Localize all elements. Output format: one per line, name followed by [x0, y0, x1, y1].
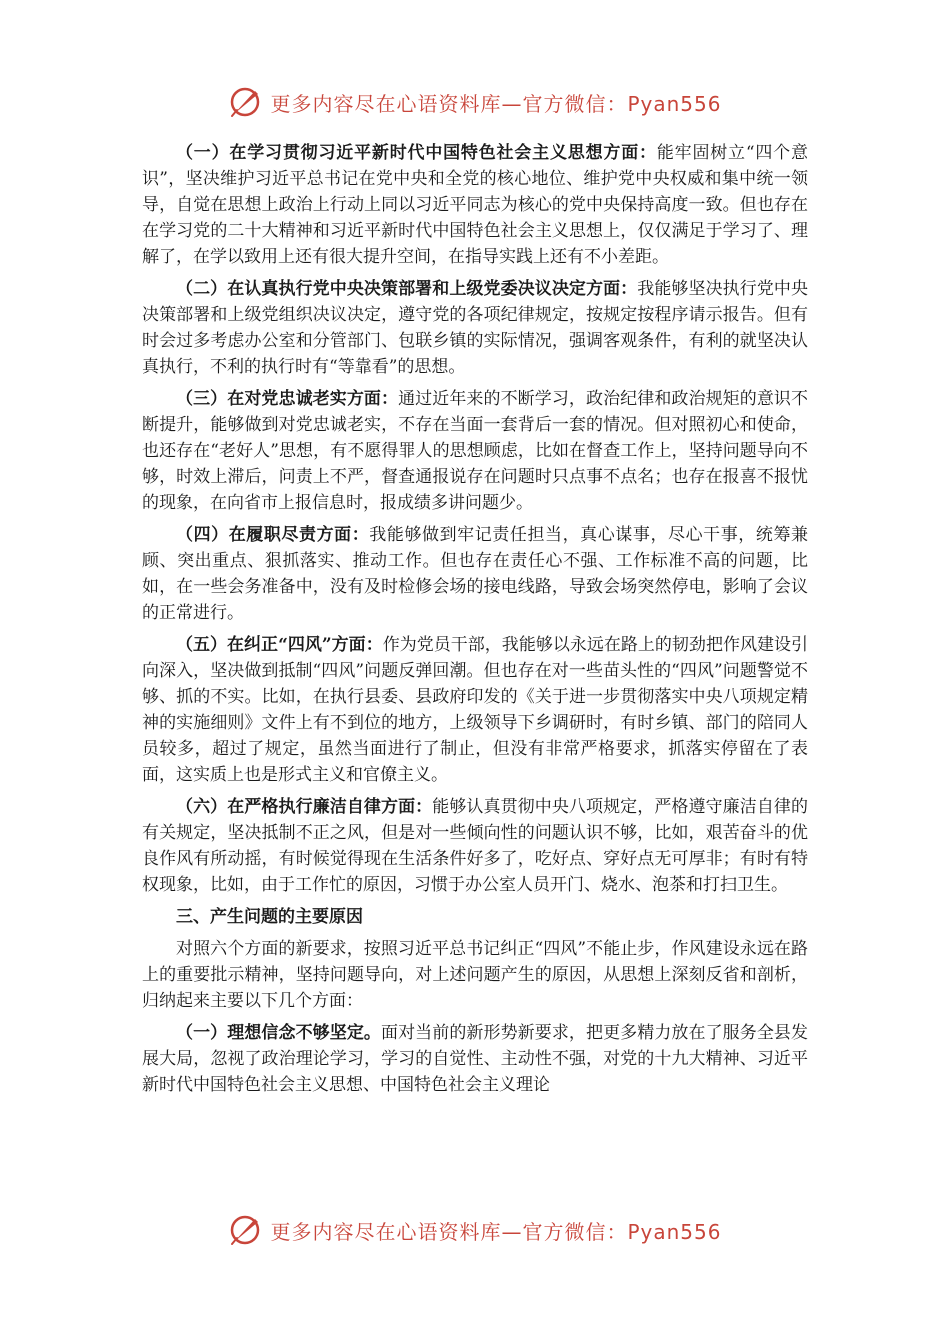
- paragraph-text: 面对当前的新形势新要求，把更多精力放在了服务全县发展大局，忽视了政治理论学习，学习的自觉性、主动性不强，对党的十九大精神、习近平新时代中国特色社会主义思想、中国特色社会主义理论: [142, 1023, 808, 1095]
- header-banner-text: 更多内容尽在心语资料库—官方微信：Pyan556: [270, 91, 722, 116]
- section-heading: [142, 904, 808, 930]
- document-body: [142, 140, 808, 1104]
- paragraph-text: 我能够坚决执行党中央决策部署和上级党组织决议决定，遵守党的各项纪律规定，按规定按程序请示报告。但有时会过多考虑办公室和分管部门、包联乡镇的实际情况，强调客观条件，有利的就坚决认真执行，不利的执行时有“等靠看”的思想。: [142, 279, 808, 377]
- paragraph-heading: （二）在认真执行党中央决策部署和上级党委决议决定方面：: [176, 279, 638, 299]
- paragraph-text: 能牢固树立“四个意识”，坚决维护习近平总书记在党中央和全党的核心地位、维护党中央权威和集中统一领导，自觉在思想上政治上行动上同以习近平同志为核心的党中央保持高度一致。但也存在在学习党的二十大精神和习近平新时代中国特色社会主义思想上，仅仅满足于学习了、理解了，在学以致用上还有很大提升空间，在指导实践上还有不小差距。: [142, 143, 808, 267]
- paragraph-text: 对照六个方面的新要求，按照习近平总书记纠正“四风”不能止步，作风建设永远在路上的重要批示精神，坚持问题导向，对上述问题产生的原因，从思想上深刻反省和剖析，归纳起来主要以下几个方面：: [142, 939, 808, 1011]
- paragraph: [142, 632, 808, 788]
- paragraph: [142, 140, 808, 270]
- footer-banner-text: 更多内容尽在心语资料库—官方微信：Pyan556: [270, 1219, 722, 1244]
- paragraph: [142, 522, 808, 626]
- paragraph-heading: （一）在学习贯彻习近平新时代中国特色社会主义思想方面：: [176, 143, 657, 163]
- quill-pen-logo-icon: [228, 85, 262, 119]
- paragraph-text: 我能够做到牢记责任担当，真心谋事，尽心干事，统筹兼顾、突出重点、狠抓落实、推动工作。但也存在责任心不强、工作标准不高的问题，比如，在一些会务准备中，没有及时检修会场的接电线路，导致会场突然停电，影响了会议的正常进行。: [142, 525, 809, 623]
- paragraph-heading: （六）在严格执行廉洁自律方面：: [176, 797, 433, 817]
- paragraph: [142, 276, 808, 380]
- paragraph-text: 作为党员干部，我能够以永远在路上的韧劲把作风建设引向深入，坚决做到抵制“四风”问题反弹回潮。但也存在对一些苗头性的“四风”问题警觉不够、抓的不实。比如，在执行县委、县政府印发的《关于进一步贯彻落实中央八项规定精神的实施细则》文件上有不到位的地方，上级领导下乡调研时，有时乡镇、部门的陪同人员较多，超过了规定，虽然当面进行了制止，但没有非常严格要求，抓落实停留在了表面，这实质上也是形式主义和官僚主义。: [142, 635, 809, 785]
- paragraph-heading: （一）理想信念不够坚定。: [176, 1023, 381, 1043]
- paragraph-text: 能够认真贯彻中央八项规定，严格遵守廉洁自律的有关规定，坚决抵制不正之风，但是对一些倾向性的问题认识不够，比如，艰苦奋斗的优良作风有所动摇，有时候觉得现在生活条件好多了，吃好点、穿好点无可厚非；有时有特权现象，比如，由于工作忙的原因，习惯于办公室人员开门、烧水、泡茶和打扫卫生。: [142, 797, 808, 895]
- paragraph: [142, 1020, 808, 1098]
- paragraph-heading: （五）在纠正“四风”方面：: [176, 635, 383, 655]
- paragraph-heading: （三）在对党忠诚老实方面：: [176, 389, 399, 409]
- paragraph-text: 通过近年来的不断学习，政治纪律和政治规矩的意识不断提升，能够做到对党忠诚老实，不存在当面一套背后一套的情况。但对照初心和使命，也还存在“老好人”思想，有不愿得罪人的思想顾虑，比如在督查工作上，坚持问题导向不够，时效上滞后，问责上不严，督查通报说存在问题时只点事不点名；也存在报喜不报忧的现象，在向省市上报信息时，报成绩多讲问题少。: [142, 389, 809, 513]
- section-heading-text: 三、产生问题的主要原因: [176, 907, 363, 927]
- paragraph: [142, 936, 808, 1014]
- header-banner: [0, 80, 950, 124]
- footer-banner: [0, 1208, 950, 1252]
- paragraph: [142, 794, 808, 898]
- quill-pen-logo-icon: [228, 1213, 262, 1247]
- paragraph: [142, 386, 808, 516]
- paragraph-heading: （四）在履职尽责方面：: [176, 525, 370, 545]
